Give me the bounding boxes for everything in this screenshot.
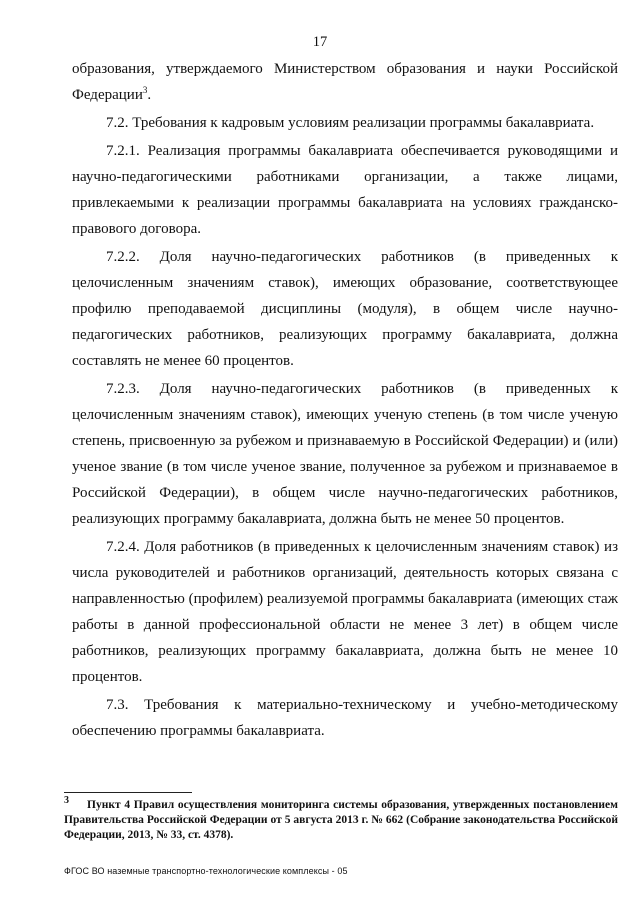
page-footer: ФГОС ВО наземные транспортно-технологические комплексы - 05 [64, 866, 348, 876]
paragraph-7-2-2: 7.2.2. Доля научно-педагогических работников (в приведенных к целочисленным значениям ставок), имеющих образование, соответствующее профилю преподаваемой дисциплины (модуля), в общем числе научно-педагогических работников, реализующих программу бакалавриата, должна составлять не менее 60 процентов. [72, 249, 618, 369]
paragraph-7-2-1: 7.2.1. Реализация программы бакалавриата обеспечивается руководящими и научно-педагогическими работниками организации, а также лицами, привлекаемыми к реализации программы бакалавриата на условиях гражданско-правового договора. [72, 143, 618, 237]
paragraph-text: образования, утверждаемого Министерством образования и науки Российской Федерации [72, 61, 618, 103]
section-7-2-heading: 7.2. Требования к кадровым условиям реализации программы бакалавриата. [106, 115, 595, 131]
section-7-3-heading: 7.3. Требования к материально-техническому и учебно-методическому обеспечению программы бакалавриата. [72, 697, 618, 739]
footnote-text: Пункт 4 Правил осуществления мониторинга системы образования, утвержденных постановлением Правительства Российской Федерации от 5 августа 2013 г. № 662 (Собрание законодательства Российской Федерации, 2013, № 33, ст. 4378). [64, 799, 618, 841]
footnote [64, 795, 618, 843]
paragraph-7-2-3: 7.2.3. Доля научно-педагогических работников (в приведенных к целочисленным значениям ставок), имеющих ученую степень (в том числе ученую степень, присвоенную за рубежом и признаваемую в Российской Федерации) и (или) ученое звание (в том числе ученое звание, полученное за рубежом и признаваемое в Российской Федерации), в общем числе научно-педагогических работников, реализующих программу бакалавриата, должна быть не менее 50 процентов. [72, 381, 618, 527]
document-body [72, 56, 618, 744]
footnote-number: 3 [64, 795, 69, 807]
footnote-reference: 3 [142, 85, 148, 95]
page-number: 17 [312, 34, 328, 50]
paragraph-continuation [72, 56, 618, 108]
paragraph-end: . [147, 87, 152, 103]
footnote-divider [64, 792, 192, 793]
paragraph-7-2-4: 7.2.4. Доля работников (в приведенных к целочисленным значениям ставок) из числа руководителей и работников организаций, деятельность которых связана с направленностью (профилем) реализуемой программы бакалавриата (имеющих стаж работы в данной профессиональной области не менее 3 лет) в общем числе работников, реализующих программу бакалавриата, должна быть не менее 10 процентов. [72, 539, 618, 685]
